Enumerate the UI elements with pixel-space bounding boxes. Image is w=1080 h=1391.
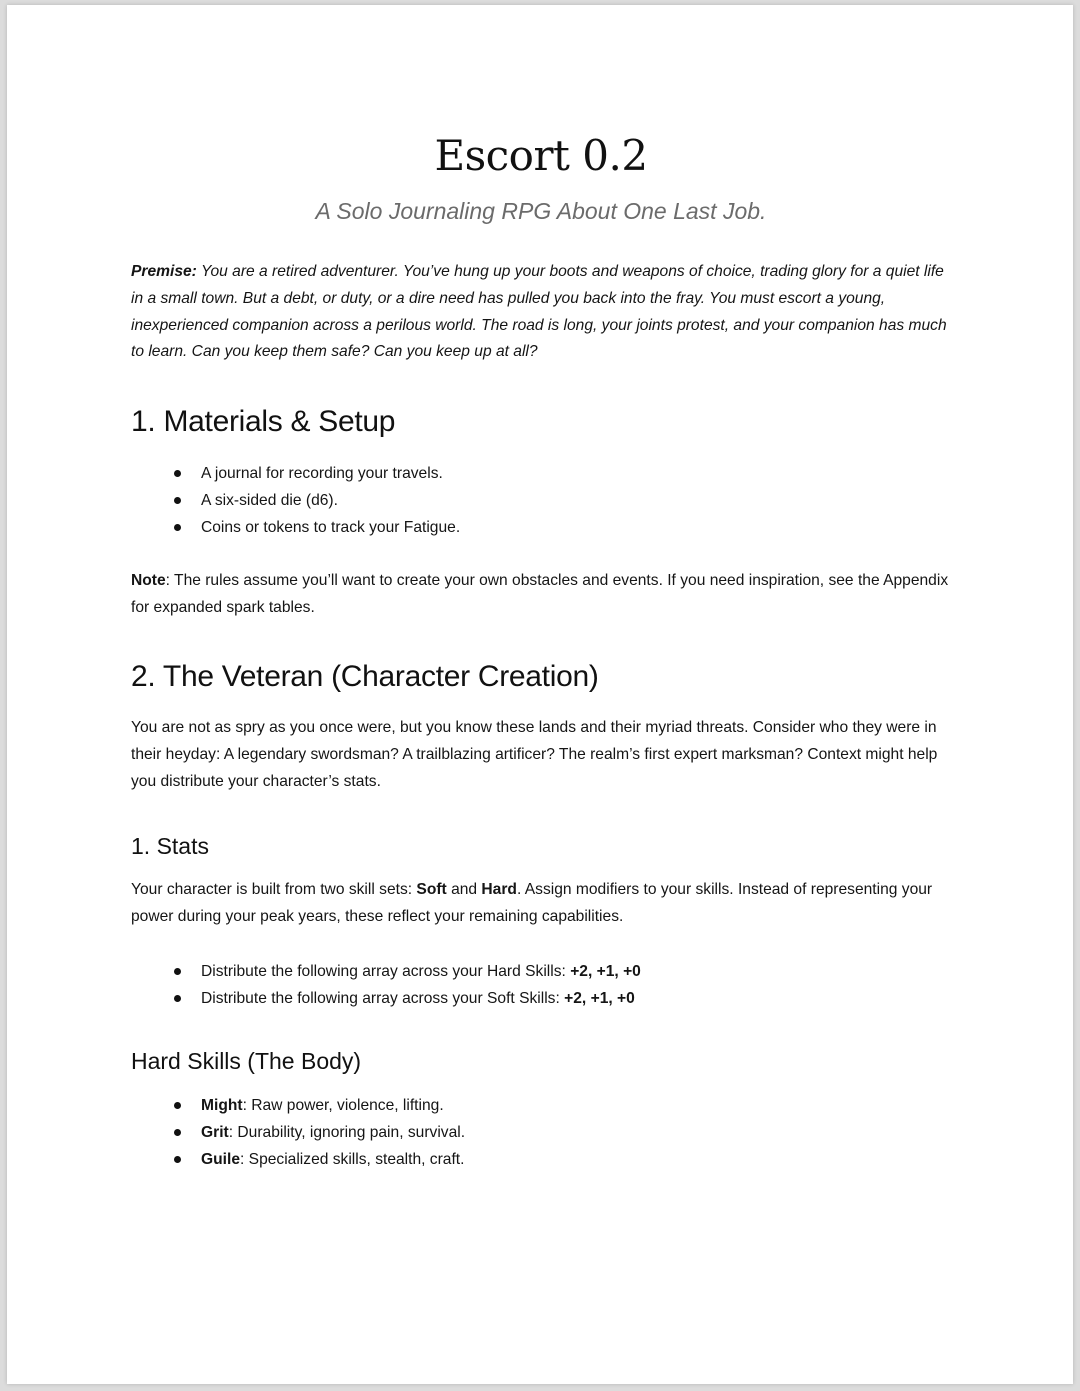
list-item xyxy=(131,1119,951,1146)
list-item xyxy=(131,985,951,1012)
bullet-icon xyxy=(174,524,181,531)
skill-name: Grit xyxy=(201,1124,229,1141)
bullet-icon xyxy=(174,1156,181,1163)
note-text: : The rules assume you’ll want to create your own obstacles and events. If you need inspiration, see the Appendix for expanded spark tables. xyxy=(131,572,949,616)
list-item-text: Distribute the following array across your Soft Skills: xyxy=(201,990,565,1007)
list-item xyxy=(131,514,951,541)
document-title: Escort 0.2 xyxy=(434,131,648,180)
list-item xyxy=(131,460,951,487)
section-heading-veteran: 2. The Veteran (Character Creation) xyxy=(131,660,599,693)
materials-list xyxy=(131,460,951,541)
skill-name: Might xyxy=(201,1097,243,1114)
skill-description: : Durability, ignoring pain, survival. xyxy=(228,1124,466,1141)
bullet-icon xyxy=(174,1129,181,1136)
stats-text: Your character is built from two skill sets: xyxy=(131,881,417,898)
subsection-heading-stats: 1. Stats xyxy=(131,833,209,859)
list-item-text: A journal for recording your travels. xyxy=(201,465,443,482)
hard-skills-list xyxy=(131,1092,951,1173)
note-label: Note xyxy=(131,572,166,589)
section-heading-materials: 1. Materials & Setup xyxy=(131,405,396,438)
premise-paragraph xyxy=(131,259,951,366)
skill-description: : Specialized skills, stealth, craft. xyxy=(240,1151,465,1168)
bullet-icon xyxy=(174,470,181,477)
stats-paragraph xyxy=(131,877,951,931)
bullet-icon xyxy=(174,968,181,975)
document-subtitle: A Solo Journaling RPG About One Last Job. xyxy=(315,198,767,224)
bullet-icon xyxy=(174,1102,181,1109)
bullet-icon xyxy=(174,497,181,504)
bullet-icon xyxy=(174,995,181,1002)
stats-text: and xyxy=(446,881,482,898)
list-item xyxy=(131,1092,951,1119)
stat-array-value: +2, +1, +0 xyxy=(564,990,635,1007)
veteran-intro-paragraph: You are not as spry as you once were, but you know these lands and their myriad threats. Consider who they were in their heyday: A legendary swordsman? A trailblazing artificer? The realm’s first expert marksman? Context might help you distribute your character’s stats. xyxy=(131,719,938,790)
stat-array-value: +2, +1, +0 xyxy=(570,963,641,980)
soft-label: Soft xyxy=(416,881,447,898)
list-item xyxy=(131,958,951,985)
document-page xyxy=(7,5,1073,1384)
list-item-text: Coins or tokens to track your Fatigue. xyxy=(201,519,461,536)
subsection-heading-hard-skills: Hard Skills (The Body) xyxy=(131,1048,362,1074)
note-paragraph xyxy=(131,568,951,622)
premise-label: Premise: xyxy=(131,263,197,280)
skill-description: : Raw power, violence, lifting. xyxy=(242,1097,444,1114)
list-item xyxy=(131,487,951,514)
hard-label: Hard xyxy=(481,881,517,898)
list-item-text: Distribute the following array across your Hard Skills: xyxy=(201,963,571,980)
skill-name: Guile xyxy=(201,1151,240,1168)
stats-text: . Assign modifiers to your skills. Instead of representing your power during your peak years, these reflect your remaining capabilities. xyxy=(131,881,933,925)
stats-list xyxy=(131,958,951,1012)
list-item xyxy=(131,1146,951,1173)
list-item-text: A six-sided die (d6). xyxy=(201,492,338,509)
premise-text: You are a retired adventurer. You’ve hung up your boots and weapons of choice, trading glory for a quiet life in a small town. But a debt, or duty, or a dire need has pulled you back into the fray. You must escort a young, inexperienced companion across a perilous world. The road is long, your joints protest, and your companion has much to learn. Can you keep them safe? Can you keep up at all? xyxy=(131,263,947,361)
